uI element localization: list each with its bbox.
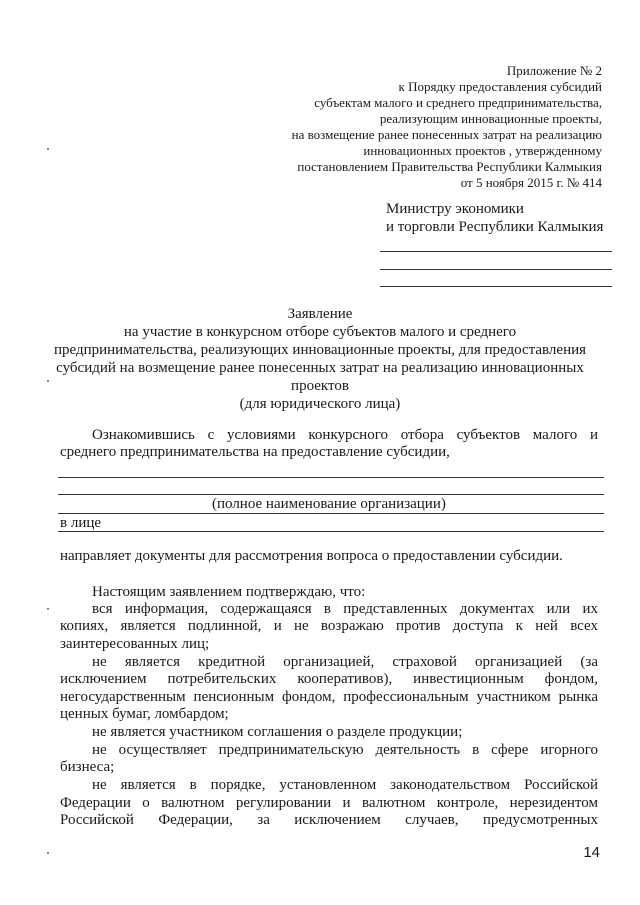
addressee-blank-line[interactable] — [380, 286, 612, 287]
confirm-p5-line: Российской Федерации, за исключением случаев, предусмотренных — [60, 812, 598, 828]
appendix-line: постановлением Правительства Республики Калмыкия — [297, 159, 602, 174]
in-person-label: в лице — [60, 515, 102, 531]
addressee-blank-line[interactable] — [380, 251, 612, 252]
title-line: на участие в конкурсном отборе субъектов малого и среднего — [123, 324, 517, 340]
appendix-line: на возмещение ранее понесенных затрат на реализацию — [291, 127, 602, 142]
org-name-blank-line[interactable] — [58, 494, 604, 495]
title-line: субсидий на возмещение ранее понесенных затрат на реализацию инновационных — [56, 360, 584, 376]
title-line: (для юридического лица) — [239, 396, 401, 412]
document-title — [40, 305, 600, 413]
confirm-p3-line: не является участником соглашения о разделе продукции; — [92, 724, 463, 740]
confirm-p1-line: копиях, является подлинной, и не возражаю против доступа к ней всех — [60, 618, 598, 634]
appendix-line: Приложение № 2 — [506, 63, 602, 78]
confirm-p2-line: исключением потребительских кооперативов), инвестиционным фондом, — [60, 671, 598, 687]
confirm-p5-line: Федерации о валютном регулировании и валютном контроле, нерезидентом — [60, 795, 598, 811]
confirm-heading: Настоящим заявлением подтверждаю, что: — [92, 584, 366, 600]
representative-blank-line[interactable] — [58, 531, 604, 532]
org-name-blank-line[interactable] — [58, 477, 604, 478]
intro-line: Ознакомившись с условиями конкурсного отбора субъектов малого и — [92, 427, 598, 443]
confirm-p1-line: вся информация, содержащаяся в представленных документах или их — [92, 601, 598, 617]
confirm-p4-line: бизнеса; — [60, 759, 115, 775]
scan-speck — [47, 608, 49, 610]
addressee-block — [386, 200, 603, 236]
addressee-blank-line[interactable] — [380, 269, 612, 270]
title-heading: Заявление — [287, 306, 353, 322]
addressee-line: и торговли Республики Калмыкия — [386, 219, 604, 235]
org-name-blank-line[interactable] — [58, 513, 604, 514]
appendix-line: инновационных проектов , утвержденному — [363, 143, 602, 158]
intro-line: среднего предпринимательства на предоставление субсидии, — [60, 444, 450, 460]
scan-speck — [47, 380, 49, 382]
confirm-p2-line: не является кредитной организацией, страховой организацией (за — [92, 654, 598, 670]
confirm-p2-line: ценных бумаг, ломбардом; — [60, 706, 229, 722]
confirm-p4-line: не осуществляет предпринимательскую деятельность в сфере игорного — [92, 742, 598, 758]
appendix-line: от 5 ноября 2015 г. № 414 — [460, 175, 602, 190]
addressee-line: Министру экономики — [386, 201, 524, 217]
appendix-line: к Порядку предоставления субсидий — [398, 79, 602, 94]
confirm-p5-line: не является в порядке, установленном законодательством Российской — [92, 777, 598, 793]
page-number: 14 — [583, 844, 600, 861]
title-line: предпринимательства, реализующих инновационные проекты, для предоставления — [53, 342, 587, 358]
confirm-p1-line: заинтересованных лиц; — [60, 636, 210, 652]
title-line: проектов — [291, 378, 349, 394]
scan-speck — [47, 852, 49, 854]
appendix-line: субъектам малого и среднего предпринимательства, — [314, 95, 602, 110]
appendix-block — [202, 63, 602, 191]
appendix-line: реализующим инновационные проекты, — [379, 111, 602, 126]
org-name-caption: (полное наименование организации) — [212, 496, 446, 512]
sends-docs-text: направляет документы для рассмотрения вопроса о предоставлении субсидии. — [60, 548, 563, 564]
scan-speck — [47, 148, 49, 150]
confirm-p2-line: негосударственным пенсионным фондом, профессиональным участником рынка — [60, 689, 598, 705]
